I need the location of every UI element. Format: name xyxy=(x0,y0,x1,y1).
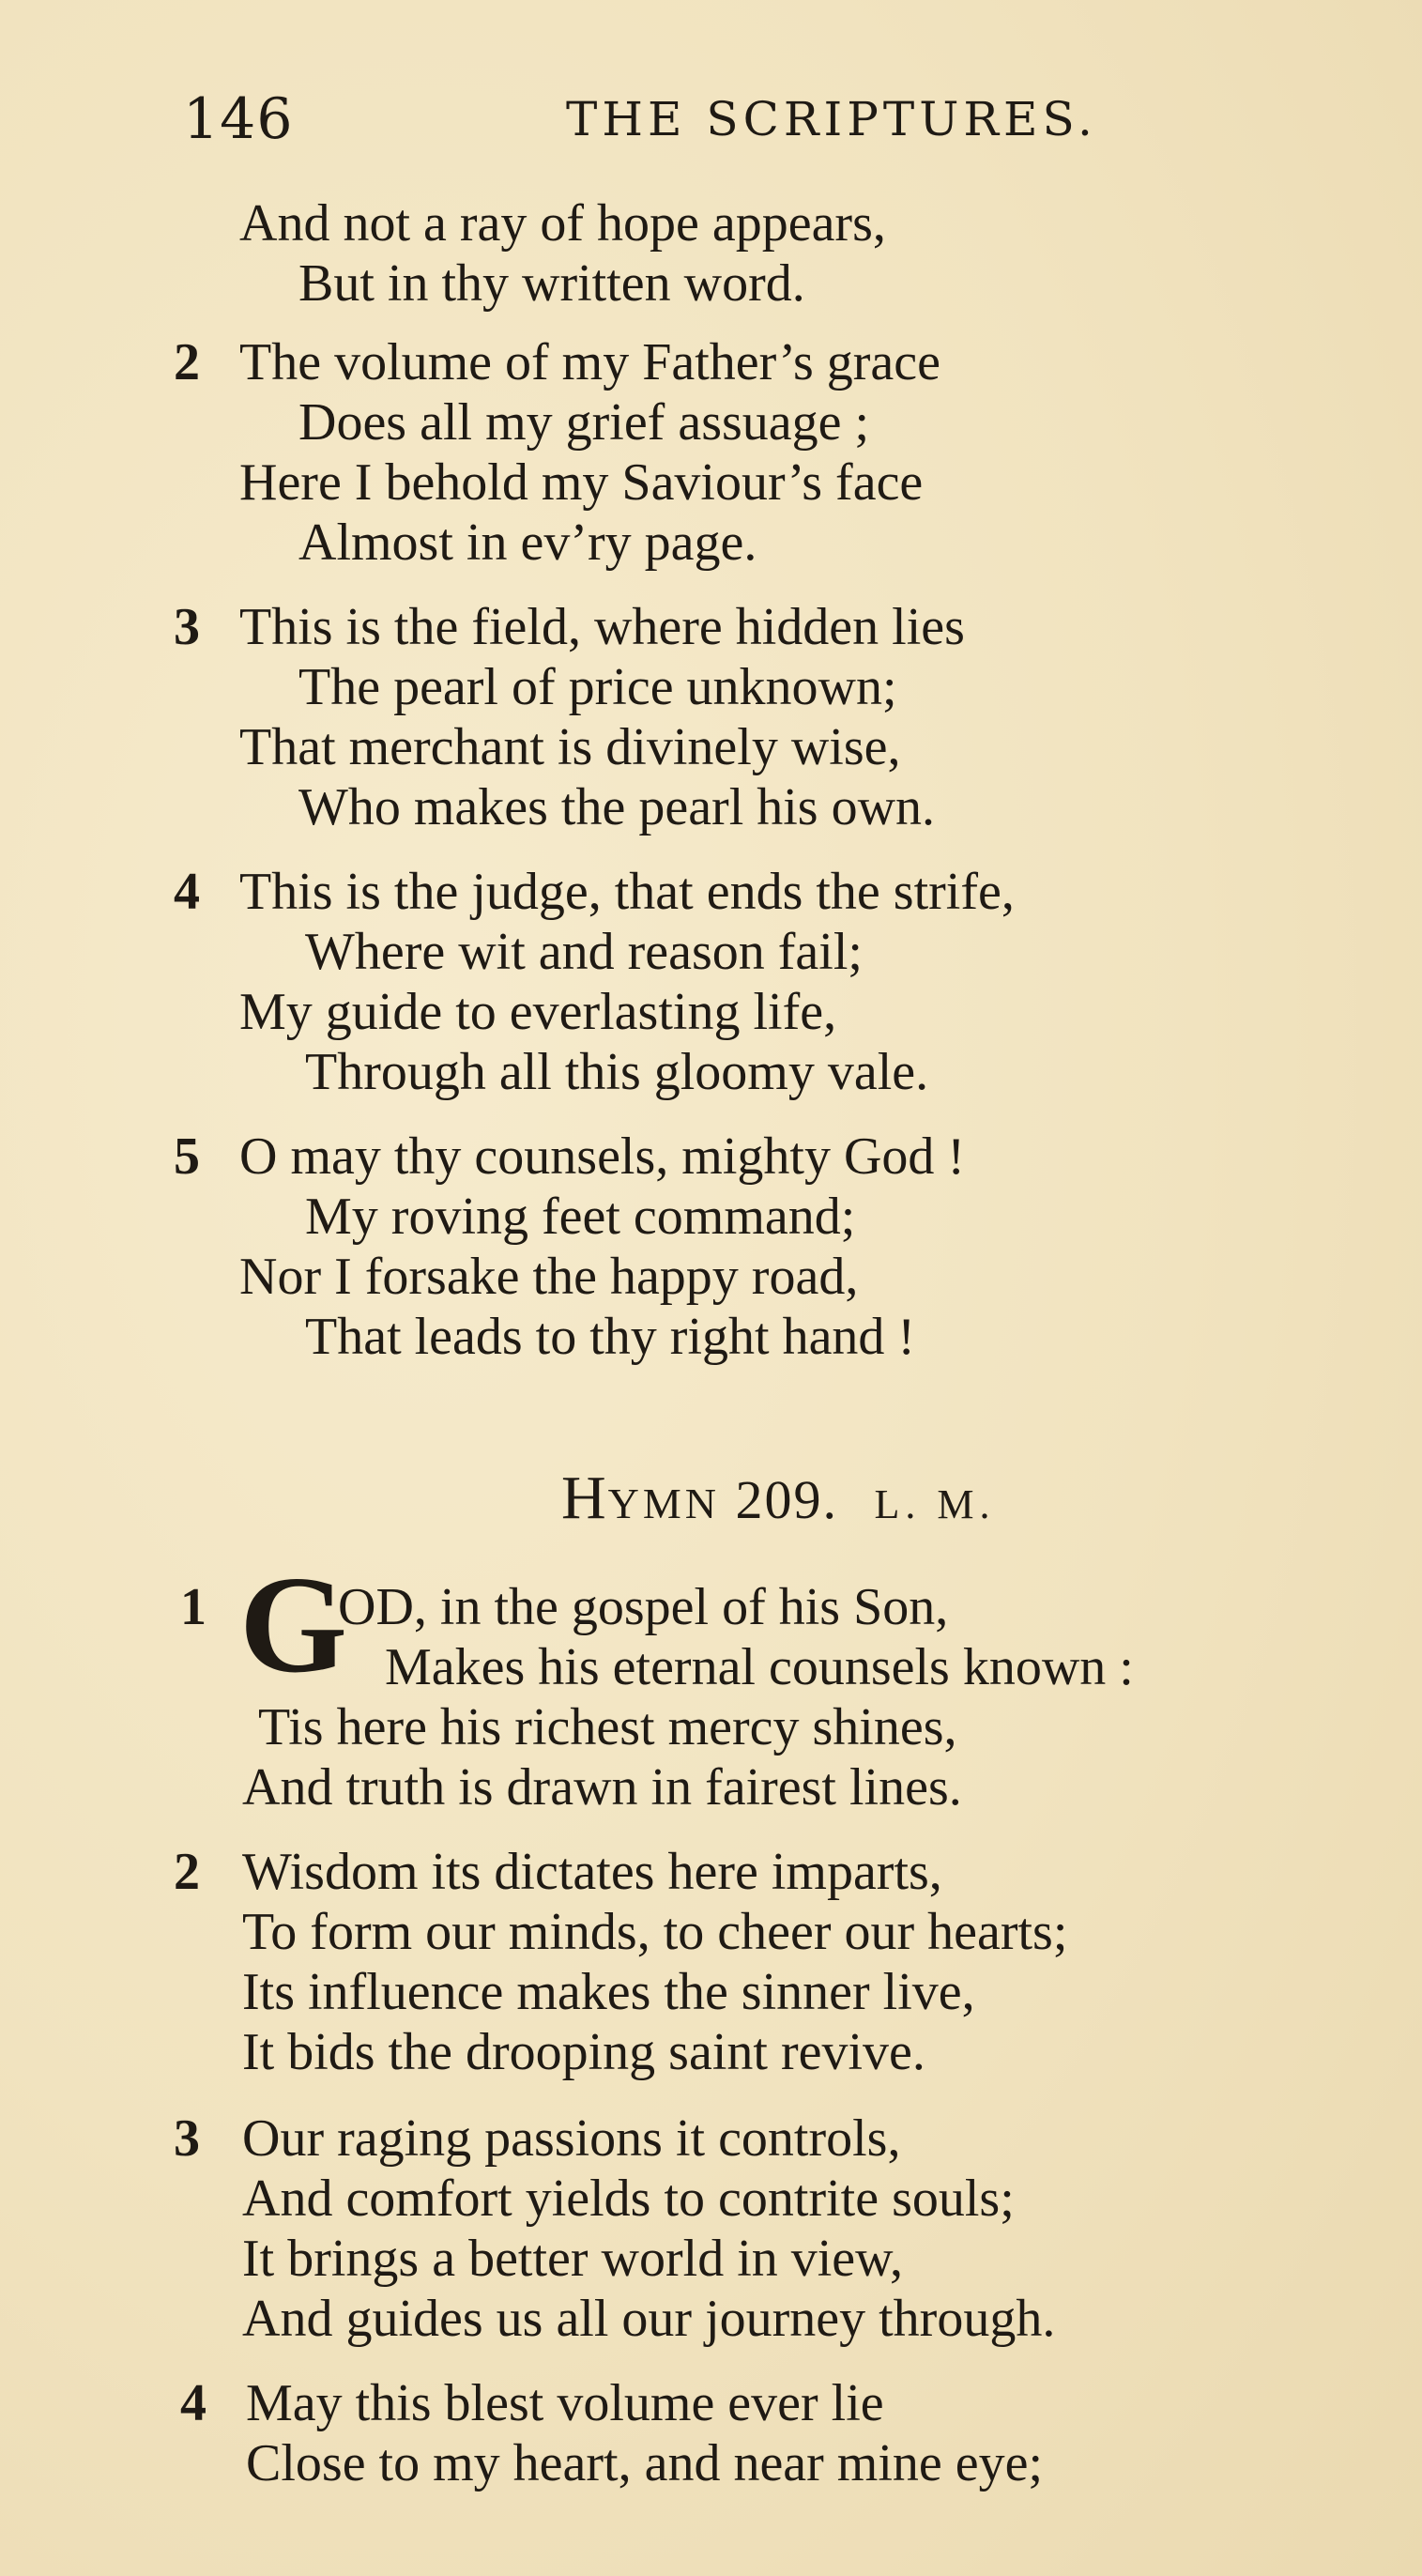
verse-line: And guides us all our journey through. xyxy=(242,2290,1056,2348)
verse-line: Where wit and reason fail; xyxy=(305,923,863,981)
verse-line: That merchant is divinely wise, xyxy=(239,718,901,776)
verse-line: And not a ray of hope appears, xyxy=(239,194,886,253)
verse-line: The volume of my Father’s grace xyxy=(239,333,940,391)
verse-line: O may thy counsels, mighty God ! xyxy=(239,1127,966,1186)
verse-number: 2 xyxy=(174,333,200,391)
verse-line: OD, in the gospel of his Son, xyxy=(338,1578,949,1636)
verse-line: Nor I forsake the happy road, xyxy=(239,1248,859,1306)
verse-number: 3 xyxy=(174,598,200,656)
verse-number: 3 xyxy=(174,2109,200,2168)
verse-line: And truth is drawn in fairest lines. xyxy=(242,1758,962,1817)
verse-line: Through all this gloomy vale. xyxy=(305,1043,929,1101)
verse-line: And comfort yields to contrite souls; xyxy=(242,2170,1015,2228)
verse-line: Tis here his richest mercy shines, xyxy=(258,1698,957,1756)
verse-line: Almost in ev’ry page. xyxy=(298,514,757,572)
verse-line: Makes his eternal counsels known : xyxy=(385,1638,1134,1696)
verse-line: This is the field, where hidden lies xyxy=(239,598,965,656)
verse-number: 4 xyxy=(174,863,200,921)
verse-line: It brings a better world in view, xyxy=(242,2230,903,2288)
verse-number: 5 xyxy=(174,1127,200,1186)
verse-line: Wisdom its dictates here imparts, xyxy=(242,1843,942,1901)
verse-line: Close to my heart, and near mine eye; xyxy=(246,2434,1044,2492)
drop-cap: G xyxy=(239,1548,348,1702)
verse-line: My roving feet command; xyxy=(305,1188,856,1246)
verse-line: To form our minds, to cheer our hearts; xyxy=(242,1903,1068,1961)
verse-line: That leads to thy right hand ! xyxy=(305,1308,916,1366)
hymn-number: 209. xyxy=(735,1469,839,1530)
hymn-meter: L. M. xyxy=(874,1481,996,1527)
verse-line: May this blest volume ever lie xyxy=(246,2374,884,2432)
page-header xyxy=(183,86,1122,161)
verse-line: Who makes the pearl his own. xyxy=(298,778,936,836)
verse-number: 2 xyxy=(174,1843,200,1901)
verse-line: My guide to everlasting life, xyxy=(239,983,837,1041)
hymn-title-initial: H xyxy=(561,1464,608,1532)
verse-line: Here I behold my Saviour’s face xyxy=(239,453,924,512)
verse-line: Our raging passions it controls, xyxy=(242,2109,901,2168)
running-head: THE SCRIPTURES. xyxy=(566,92,1097,146)
verse-line: The pearl of price unknown; xyxy=(298,658,897,716)
verse-line: Does all my grief assuage ; xyxy=(298,393,870,452)
verse-line: This is the judge, that ends the strife, xyxy=(239,863,1015,921)
hymn-title-word: YMN xyxy=(607,1480,721,1527)
verse-line: Its influence makes the sinner live, xyxy=(242,1963,975,2021)
verse-number: 4 xyxy=(180,2374,206,2432)
verse-number: 1 xyxy=(180,1578,206,1636)
hymn-title xyxy=(561,1463,996,1534)
verse-line: But in thy written word. xyxy=(298,254,805,313)
verse-line: It bids the drooping saint revive. xyxy=(242,2023,925,2081)
page-number: 146 xyxy=(183,86,294,152)
